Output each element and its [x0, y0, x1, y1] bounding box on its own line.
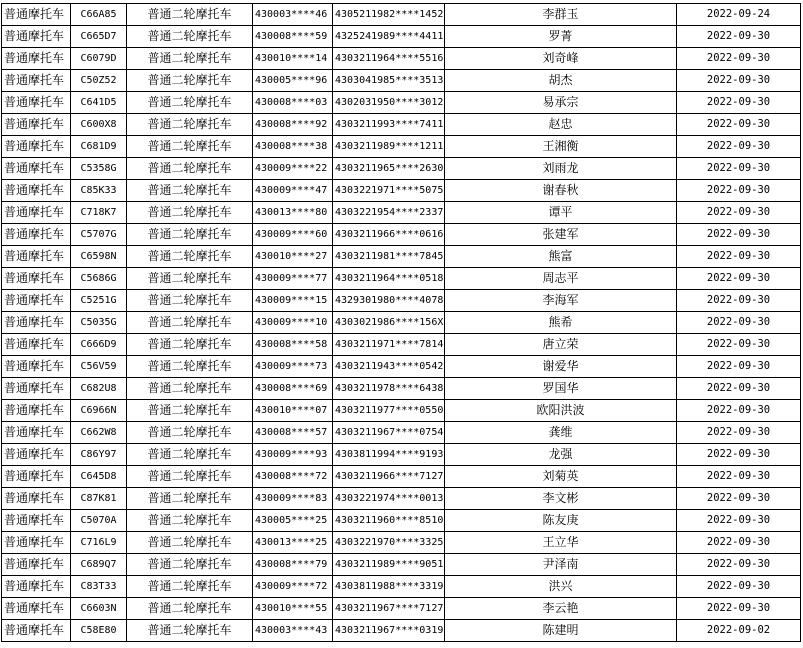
- id-number-cell: 4303811988****3319: [333, 576, 445, 598]
- table-row: [2, 180, 801, 202]
- license-class-cell: 普通二轮摩托车: [127, 488, 253, 510]
- vehicle-type-cell: 普通摩托车: [2, 554, 71, 576]
- license-class-cell: 普通二轮摩托车: [127, 268, 253, 290]
- date-cell: 2022-09-30: [677, 400, 801, 422]
- license-class-cell: 普通二轮摩托车: [127, 356, 253, 378]
- postal-code-cell: 430008****58: [253, 334, 333, 356]
- owner-name-cell: 罗菁: [445, 26, 677, 48]
- plate-number-cell: C5035G: [71, 312, 127, 334]
- date-cell: 2022-09-30: [677, 290, 801, 312]
- license-class-cell: 普通二轮摩托车: [127, 466, 253, 488]
- vehicle-type-cell: 普通摩托车: [2, 598, 71, 620]
- date-cell: 2022-09-30: [677, 466, 801, 488]
- id-number-cell: 4303021986****156X: [333, 312, 445, 334]
- vehicle-type-cell: 普通摩托车: [2, 48, 71, 70]
- owner-name-cell: 王湘衡: [445, 136, 677, 158]
- id-number-cell: 4303211964****0518: [333, 268, 445, 290]
- plate-number-cell: C665D7: [71, 26, 127, 48]
- id-number-cell: 4303211966****7127: [333, 466, 445, 488]
- plate-number-cell: C56V59: [71, 356, 127, 378]
- plate-number-cell: C6966N: [71, 400, 127, 422]
- license-class-cell: 普通二轮摩托车: [127, 290, 253, 312]
- postal-code-cell: 430009****83: [253, 488, 333, 510]
- id-number-cell: 4303211993****7411: [333, 114, 445, 136]
- owner-name-cell: 王立华: [445, 532, 677, 554]
- table-row: [2, 114, 801, 136]
- vehicle-type-cell: 普通摩托车: [2, 312, 71, 334]
- license-class-cell: 普通二轮摩托车: [127, 4, 253, 26]
- license-class-cell: 普通二轮摩托车: [127, 334, 253, 356]
- id-number-cell: 4305211982****1452: [333, 4, 445, 26]
- postal-code-cell: 430013****25: [253, 532, 333, 554]
- plate-number-cell: C600X8: [71, 114, 127, 136]
- table-row: [2, 92, 801, 114]
- owner-name-cell: 陈建明: [445, 620, 677, 642]
- vehicle-type-cell: 普通摩托车: [2, 444, 71, 466]
- owner-name-cell: 张建军: [445, 224, 677, 246]
- vehicle-type-cell: 普通摩托车: [2, 510, 71, 532]
- owner-name-cell: 谢春秋: [445, 180, 677, 202]
- motorcycle-registration-table: [1, 3, 801, 642]
- license-class-cell: 普通二轮摩托车: [127, 532, 253, 554]
- owner-name-cell: 易承宗: [445, 92, 677, 114]
- vehicle-type-cell: 普通摩托车: [2, 290, 71, 312]
- vehicle-type-cell: 普通摩托车: [2, 114, 71, 136]
- owner-name-cell: 胡杰: [445, 70, 677, 92]
- table-row: [2, 598, 801, 620]
- table-row: [2, 356, 801, 378]
- postal-code-cell: 430003****43: [253, 620, 333, 642]
- owner-name-cell: 罗国华: [445, 378, 677, 400]
- owner-name-cell: 陈友庚: [445, 510, 677, 532]
- plate-number-cell: C641D5: [71, 92, 127, 114]
- date-cell: 2022-09-30: [677, 136, 801, 158]
- owner-name-cell: 谢爱华: [445, 356, 677, 378]
- id-number-cell: 4303211978****6438: [333, 378, 445, 400]
- table-row: [2, 70, 801, 92]
- table-row: [2, 444, 801, 466]
- postal-code-cell: 430009****10: [253, 312, 333, 334]
- date-cell: 2022-09-30: [677, 422, 801, 444]
- owner-name-cell: 刘菊英: [445, 466, 677, 488]
- postal-code-cell: 430010****27: [253, 246, 333, 268]
- vehicle-type-cell: 普通摩托车: [2, 576, 71, 598]
- id-number-cell: 4303211943****0542: [333, 356, 445, 378]
- postal-code-cell: 430005****96: [253, 70, 333, 92]
- table-row: [2, 136, 801, 158]
- license-class-cell: 普通二轮摩托车: [127, 246, 253, 268]
- postal-code-cell: 430009****22: [253, 158, 333, 180]
- owner-name-cell: 李云艳: [445, 598, 677, 620]
- id-number-cell: 4302031950****3012: [333, 92, 445, 114]
- plate-number-cell: C666D9: [71, 334, 127, 356]
- plate-number-cell: C83T33: [71, 576, 127, 598]
- vehicle-type-cell: 普通摩托车: [2, 26, 71, 48]
- id-number-cell: 4303211966****0616: [333, 224, 445, 246]
- owner-name-cell: 尹泽南: [445, 554, 677, 576]
- postal-code-cell: 430010****14: [253, 48, 333, 70]
- date-cell: 2022-09-30: [677, 378, 801, 400]
- license-class-cell: 普通二轮摩托车: [127, 444, 253, 466]
- license-class-cell: 普通二轮摩托车: [127, 554, 253, 576]
- license-class-cell: 普通二轮摩托车: [127, 48, 253, 70]
- id-number-cell: 4303221970****3325: [333, 532, 445, 554]
- id-number-cell: 4303221974****0013: [333, 488, 445, 510]
- date-cell: 2022-09-30: [677, 488, 801, 510]
- vehicle-type-cell: 普通摩托车: [2, 488, 71, 510]
- license-class-cell: 普通二轮摩托车: [127, 312, 253, 334]
- postal-code-cell: 430008****59: [253, 26, 333, 48]
- plate-number-cell: C645D8: [71, 466, 127, 488]
- owner-name-cell: 龙强: [445, 444, 677, 466]
- postal-code-cell: 430009****47: [253, 180, 333, 202]
- date-cell: 2022-09-30: [677, 598, 801, 620]
- vehicle-type-cell: 普通摩托车: [2, 268, 71, 290]
- license-class-cell: 普通二轮摩托车: [127, 136, 253, 158]
- id-number-cell: 4303211967****7127: [333, 598, 445, 620]
- table-row: [2, 48, 801, 70]
- license-class-cell: 普通二轮摩托车: [127, 598, 253, 620]
- license-class-cell: 普通二轮摩托车: [127, 510, 253, 532]
- date-cell: 2022-09-30: [677, 554, 801, 576]
- postal-code-cell: 430008****03: [253, 92, 333, 114]
- date-cell: 2022-09-02: [677, 620, 801, 642]
- license-class-cell: 普通二轮摩托车: [127, 422, 253, 444]
- date-cell: 2022-09-30: [677, 180, 801, 202]
- plate-number-cell: C6598N: [71, 246, 127, 268]
- postal-code-cell: 430009****60: [253, 224, 333, 246]
- license-class-cell: 普通二轮摩托车: [127, 400, 253, 422]
- plate-number-cell: C682U8: [71, 378, 127, 400]
- table-row: [2, 26, 801, 48]
- id-number-cell: 4303211960****8510: [333, 510, 445, 532]
- postal-code-cell: 430008****38: [253, 136, 333, 158]
- plate-number-cell: C85K33: [71, 180, 127, 202]
- date-cell: 2022-09-30: [677, 532, 801, 554]
- owner-name-cell: 李群玉: [445, 4, 677, 26]
- plate-number-cell: C5070A: [71, 510, 127, 532]
- postal-code-cell: 430009****72: [253, 576, 333, 598]
- id-number-cell: 4303211989****1211: [333, 136, 445, 158]
- vehicle-type-cell: 普通摩托车: [2, 356, 71, 378]
- id-number-cell: 4329301980****4078: [333, 290, 445, 312]
- license-class-cell: 普通二轮摩托车: [127, 576, 253, 598]
- plate-number-cell: C5686G: [71, 268, 127, 290]
- owner-name-cell: 洪兴: [445, 576, 677, 598]
- table-row: [2, 576, 801, 598]
- table-row: [2, 400, 801, 422]
- owner-name-cell: 谭平: [445, 202, 677, 224]
- postal-code-cell: 430008****57: [253, 422, 333, 444]
- id-number-cell: 4303211977****0550: [333, 400, 445, 422]
- postal-code-cell: 430008****92: [253, 114, 333, 136]
- plate-number-cell: C662W8: [71, 422, 127, 444]
- vehicle-type-cell: 普通摩托车: [2, 158, 71, 180]
- owner-name-cell: 熊富: [445, 246, 677, 268]
- table-row: [2, 554, 801, 576]
- table-row: [2, 510, 801, 532]
- date-cell: 2022-09-30: [677, 444, 801, 466]
- table-row: [2, 334, 801, 356]
- id-number-cell: 4303221954****2337: [333, 202, 445, 224]
- table-row: [2, 378, 801, 400]
- postal-code-cell: 430009****93: [253, 444, 333, 466]
- date-cell: 2022-09-30: [677, 246, 801, 268]
- table-body: [2, 4, 801, 642]
- plate-number-cell: C681D9: [71, 136, 127, 158]
- date-cell: 2022-09-30: [677, 70, 801, 92]
- table-row: [2, 466, 801, 488]
- table-row: [2, 202, 801, 224]
- date-cell: 2022-09-30: [677, 48, 801, 70]
- plate-number-cell: C66A85: [71, 4, 127, 26]
- postal-code-cell: 430009****15: [253, 290, 333, 312]
- owner-name-cell: 欧阳洪波: [445, 400, 677, 422]
- plate-number-cell: C87K81: [71, 488, 127, 510]
- date-cell: 2022-09-30: [677, 114, 801, 136]
- license-class-cell: 普通二轮摩托车: [127, 70, 253, 92]
- table-row: [2, 532, 801, 554]
- plate-number-cell: C718K7: [71, 202, 127, 224]
- license-class-cell: 普通二轮摩托车: [127, 378, 253, 400]
- id-number-cell: 4303211967****0319: [333, 620, 445, 642]
- table-row: [2, 620, 801, 642]
- owner-name-cell: 龚维: [445, 422, 677, 444]
- table-row: [2, 290, 801, 312]
- plate-number-cell: C5358G: [71, 158, 127, 180]
- postal-code-cell: 430009****73: [253, 356, 333, 378]
- owner-name-cell: 周志平: [445, 268, 677, 290]
- table-row: [2, 422, 801, 444]
- plate-number-cell: C5251G: [71, 290, 127, 312]
- date-cell: 2022-09-30: [677, 356, 801, 378]
- id-number-cell: 4325241989****4411: [333, 26, 445, 48]
- id-number-cell: 4303211967****0754: [333, 422, 445, 444]
- vehicle-type-cell: 普通摩托车: [2, 70, 71, 92]
- postal-code-cell: 430010****55: [253, 598, 333, 620]
- license-class-cell: 普通二轮摩托车: [127, 224, 253, 246]
- table-row: [2, 158, 801, 180]
- plate-number-cell: C716L9: [71, 532, 127, 554]
- date-cell: 2022-09-30: [677, 312, 801, 334]
- id-number-cell: 4303211971****7814: [333, 334, 445, 356]
- vehicle-type-cell: 普通摩托车: [2, 532, 71, 554]
- id-number-cell: 4303811994****9193: [333, 444, 445, 466]
- postal-code-cell: 430008****69: [253, 378, 333, 400]
- plate-number-cell: C50Z52: [71, 70, 127, 92]
- vehicle-type-cell: 普通摩托车: [2, 4, 71, 26]
- plate-number-cell: C58E80: [71, 620, 127, 642]
- date-cell: 2022-09-30: [677, 158, 801, 180]
- table-row: [2, 268, 801, 290]
- plate-number-cell: C6079D: [71, 48, 127, 70]
- vehicle-type-cell: 普通摩托车: [2, 224, 71, 246]
- date-cell: 2022-09-30: [677, 268, 801, 290]
- postal-code-cell: 430003****46: [253, 4, 333, 26]
- table-row: [2, 312, 801, 334]
- license-class-cell: 普通二轮摩托车: [127, 620, 253, 642]
- vehicle-type-cell: 普通摩托车: [2, 136, 71, 158]
- owner-name-cell: 赵忠: [445, 114, 677, 136]
- table-row: [2, 4, 801, 26]
- postal-code-cell: 430005****25: [253, 510, 333, 532]
- owner-name-cell: 唐立荣: [445, 334, 677, 356]
- vehicle-type-cell: 普通摩托车: [2, 378, 71, 400]
- date-cell: 2022-09-24: [677, 4, 801, 26]
- date-cell: 2022-09-30: [677, 26, 801, 48]
- postal-code-cell: 430008****79: [253, 554, 333, 576]
- license-class-cell: 普通二轮摩托车: [127, 202, 253, 224]
- id-number-cell: 4303221971****5075: [333, 180, 445, 202]
- vehicle-type-cell: 普通摩托车: [2, 92, 71, 114]
- vehicle-type-cell: 普通摩托车: [2, 334, 71, 356]
- date-cell: 2022-09-30: [677, 334, 801, 356]
- owner-name-cell: 刘雨龙: [445, 158, 677, 180]
- license-class-cell: 普通二轮摩托车: [127, 26, 253, 48]
- vehicle-type-cell: 普通摩托车: [2, 180, 71, 202]
- date-cell: 2022-09-30: [677, 202, 801, 224]
- postal-code-cell: 430010****07: [253, 400, 333, 422]
- id-number-cell: 4303211981****7845: [333, 246, 445, 268]
- postal-code-cell: 430013****80: [253, 202, 333, 224]
- owner-name-cell: 熊希: [445, 312, 677, 334]
- plate-number-cell: C6603N: [71, 598, 127, 620]
- id-number-cell: 4303041985****3513: [333, 70, 445, 92]
- vehicle-type-cell: 普通摩托车: [2, 202, 71, 224]
- vehicle-type-cell: 普通摩托车: [2, 466, 71, 488]
- license-class-cell: 普通二轮摩托车: [127, 92, 253, 114]
- license-class-cell: 普通二轮摩托车: [127, 180, 253, 202]
- date-cell: 2022-09-30: [677, 224, 801, 246]
- vehicle-type-cell: 普通摩托车: [2, 246, 71, 268]
- plate-number-cell: C5707G: [71, 224, 127, 246]
- owner-name-cell: 李文彬: [445, 488, 677, 510]
- vehicle-type-cell: 普通摩托车: [2, 620, 71, 642]
- date-cell: 2022-09-30: [677, 92, 801, 114]
- license-class-cell: 普通二轮摩托车: [127, 158, 253, 180]
- plate-number-cell: C689Q7: [71, 554, 127, 576]
- id-number-cell: 4303211965****2630: [333, 158, 445, 180]
- license-class-cell: 普通二轮摩托车: [127, 114, 253, 136]
- postal-code-cell: 430009****77: [253, 268, 333, 290]
- owner-name-cell: 李海军: [445, 290, 677, 312]
- date-cell: 2022-09-30: [677, 576, 801, 598]
- owner-name-cell: 刘奇峰: [445, 48, 677, 70]
- id-number-cell: 4303211964****5516: [333, 48, 445, 70]
- plate-number-cell: C86Y97: [71, 444, 127, 466]
- postal-code-cell: 430008****72: [253, 466, 333, 488]
- table-row: [2, 488, 801, 510]
- id-number-cell: 4303211989****9051: [333, 554, 445, 576]
- table-row: [2, 246, 801, 268]
- date-cell: 2022-09-30: [677, 510, 801, 532]
- vehicle-type-cell: 普通摩托车: [2, 422, 71, 444]
- table-row: [2, 224, 801, 246]
- vehicle-type-cell: 普通摩托车: [2, 400, 71, 422]
